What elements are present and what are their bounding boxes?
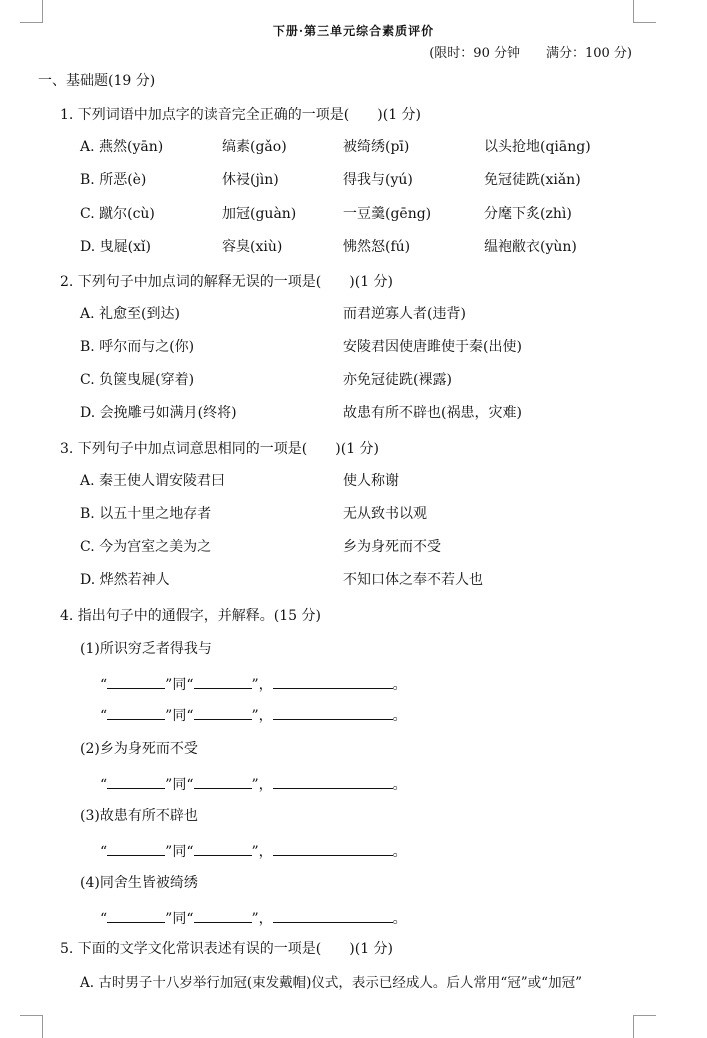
q1-option-c-4: 分麾下炙(zhì) [484,206,572,222]
q3-option-b-2: 无从致书以观 [343,506,427,522]
page-title: 下册·第三单元综合素质评价 [272,24,435,38]
q4-sub-4: (4)同舍生皆被绮绣 [80,875,198,891]
q2-option-c-1: C. 负箧曳屣(穿着) [80,372,195,388]
q1-option-b-3: 得我与(yú) [343,172,413,188]
q4-answer-line: “ ”同“ ”， 。 [100,677,407,693]
q1-option-d-1: D. 曳屣(xǐ) [80,239,151,255]
blank-meaning[interactable] [273,707,393,720]
q3-option-c-1: C. 今为宫室之美为之 [80,539,212,555]
question-5-stem: 5. 下面的文学文化常识表述有误的一项是( )(1 分) [60,941,394,957]
question-1-stem: 1. 下列词语中加点字的读音完全正确的一项是( )(1 分) [60,107,422,123]
q1-option-b-4: 免冠徒跣(xiǎn) [484,172,581,188]
blank-meaning[interactable] [273,910,393,923]
blank-standard-char[interactable] [194,707,252,720]
time-score-limit: (限时：90 分钟 满分：100 分) [429,46,632,61]
question-3-stem: 3. 下列句子中加点词意思相同的一项是( )(1 分) [60,441,380,457]
q1-option-d-4: 缊袍敝衣(yùn) [484,239,577,255]
blank-original-char[interactable] [107,910,165,923]
q5-option-a: A. 古时男子十八岁举行加冠(束发戴帽)仪式，表示已经成人。后人常用“冠”或“加冠” [80,975,582,991]
q4-sub-3: (3)故患有所不辟也 [80,808,198,824]
q1-option-d-2: 容臭(xiù) [222,239,283,255]
q1-option-a-4: 以头抢地(qiāng) [484,139,591,155]
q4-sub-2: (2)乡为身死而不受 [80,741,198,757]
blank-standard-char[interactable] [194,843,252,856]
q3-option-b-1: B. 以五十里之地存者 [80,506,212,522]
blank-original-char[interactable] [107,843,165,856]
crop-mark-top-right [633,0,656,23]
q3-option-d-2: 不知口体之奉不若人也 [343,572,483,588]
q4-answer-line: “ ”同“ ”， 。 [100,911,407,927]
q3-option-c-2: 乡为身死而不受 [343,539,441,555]
blank-original-char[interactable] [107,707,165,720]
q3-option-d-1: D. 烨然若神人 [80,572,170,588]
crop-mark-top-left [20,0,43,23]
q1-option-a-3: 被绮绣(pī) [343,139,410,155]
q1-option-a-1: A. 燕然(yān) [80,139,164,155]
crop-mark-bottom-right [633,1015,656,1038]
blank-original-char[interactable] [107,676,165,689]
q3-option-a-1: A. 秦王使人谓安陵君曰 [80,473,226,489]
q2-option-b-1: B. 呼尔而与之(你) [80,339,195,355]
q2-option-a-2: 而君逆寡人者(违背) [343,306,466,322]
q1-option-c-3: 一豆羹(gēng) [343,206,432,222]
question-2-stem: 2. 下列句子中加点词的解释无误的一项是( )(1 分) [60,274,394,290]
blank-standard-char[interactable] [194,910,252,923]
q3-option-a-2: 使人称谢 [343,473,399,489]
q4-answer-line: “ ”同“ ”， 。 [100,708,407,724]
blank-standard-char[interactable] [194,776,252,789]
q2-option-c-2: 亦免冠徒跣(裸露) [343,372,452,388]
blank-standard-char[interactable] [194,676,252,689]
q1-option-c-2: 加冠(guàn) [222,206,297,222]
q2-option-b-2: 安陵君因使唐雎使于秦(出使) [343,339,522,355]
q2-option-a-1: A. 礼愈至(到达) [80,306,180,322]
q1-option-b-1: B. 所恶(è) [80,172,147,188]
q2-option-d-2: 故患有所不辟也(祸患，灾难) [343,405,522,421]
q2-option-d-1: D. 会挽雕弓如满月(终将) [80,405,237,421]
q1-option-d-3: 怫然怒(fú) [343,239,411,255]
q1-option-b-2: 休祲(jìn) [222,172,279,188]
question-4-stem: 4. 指出句子中的通假字，并解释。(15 分) [60,608,321,624]
blank-original-char[interactable] [107,776,165,789]
blank-meaning[interactable] [273,776,393,789]
q4-answer-line: “ ”同“ ”， 。 [100,844,407,860]
blank-meaning[interactable] [273,676,393,689]
q1-option-c-1: C. 蹴尔(cù) [80,206,155,222]
q4-sub-1: (1)所识穷乏者得我与 [80,641,212,657]
crop-mark-bottom-left [20,1015,43,1038]
q1-option-a-2: 缟素(gǎo) [222,139,287,155]
section-heading: 一、基础题(19 分) [38,73,156,89]
blank-meaning[interactable] [273,843,393,856]
q4-answer-line: “ ”同“ ”， 。 [100,777,407,793]
